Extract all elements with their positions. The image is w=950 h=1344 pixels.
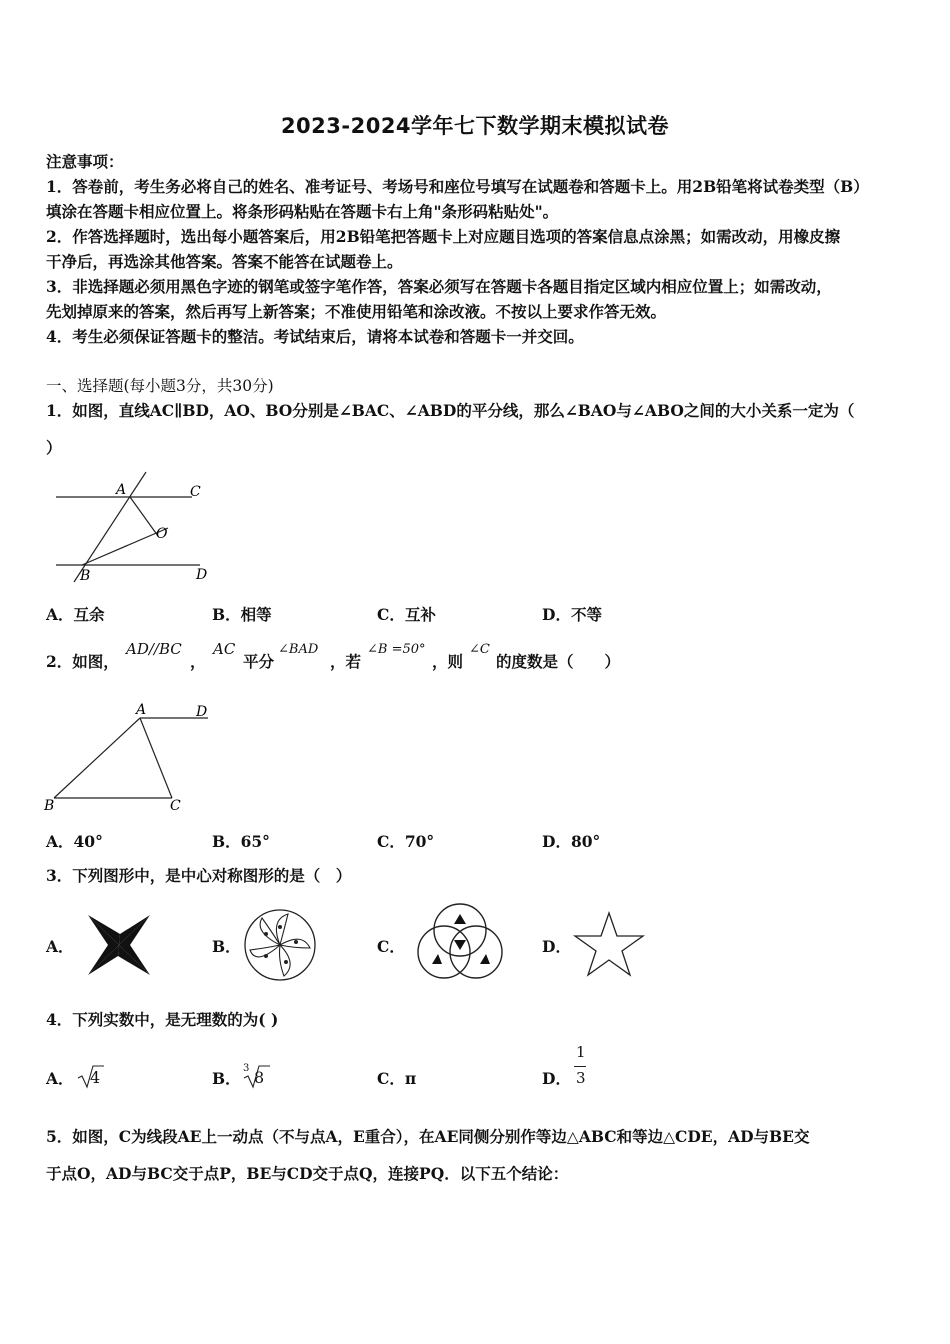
q1-label-c: C	[190, 484, 201, 500]
q4-stem: 4．下列实数中，是无理数的为( )	[46, 1010, 279, 1029]
q2-math-ad-bc: AD//BC	[126, 640, 182, 658]
q2-math-ac: AC	[213, 640, 236, 658]
q4-b-index: 3	[243, 1063, 250, 1074]
q4-d-fraction-bar	[574, 1066, 586, 1067]
notice-heading: 注意事项：	[46, 152, 124, 171]
q2-label-c: C	[170, 798, 181, 814]
notice-line-4: 干净后，再选涂其他答案。答案不能答在试题卷上。	[46, 252, 403, 271]
q1-stem-line-1: 1．如图，直线AC∥BD，AO、BO分别是∠BAC、∠ABD的平分线，那么∠BAO与∠ABO之间的大小关系一定为（	[46, 401, 855, 420]
q4-option-b[interactable]: B．	[212, 1069, 241, 1088]
q1-option-a[interactable]: A．互余	[46, 605, 105, 624]
q1-option-c[interactable]: C．互补	[377, 605, 436, 624]
q2-label-a: A	[136, 702, 147, 718]
q1-label-a: A	[116, 482, 127, 498]
q4-d-numerator: 1	[576, 1043, 586, 1061]
q2-label-b: B	[44, 798, 55, 814]
q4-option-a[interactable]: A．	[46, 1069, 74, 1088]
q4-b-value: 8	[254, 1068, 265, 1087]
section-heading: 一、选择题(每小题3分，共30分)	[46, 377, 274, 395]
q2-option-a[interactable]: A．40°	[46, 832, 103, 851]
q3-option-a[interactable]: A．	[46, 937, 74, 956]
q4-option-c[interactable]: C．π	[377, 1069, 417, 1088]
q3-stem: 3．下列图形中，是中心对称图形的是（ ）	[46, 866, 352, 885]
q2-math-angle-b: ∠B =50°	[367, 642, 426, 657]
q1-label-b: B	[80, 568, 91, 584]
q2-option-d[interactable]: D．80°	[542, 832, 601, 851]
q2-text-if: ，若	[330, 652, 362, 671]
q2-text-bisect: 平分	[243, 652, 275, 671]
q2-math-angle-bad: ∠BAD	[278, 642, 319, 657]
notice-line-5: 3．非选择题必须用黑色字迹的钢笔或签字笔作答，答案必须写在答题卡各题目指定区域内相应位置上；如需改动，	[46, 277, 832, 296]
q3-a-pinwheel-figure	[84, 912, 154, 978]
q2-comma: ，	[190, 652, 206, 671]
q1-label-d: D	[196, 567, 208, 583]
q4-option-d[interactable]: D．	[542, 1069, 571, 1088]
q3-option-b[interactable]: B．	[212, 937, 241, 956]
notice-line-2: 填涂在答题卡相应位置上。将条形码粘贴在答题卡右上角"条形码粘贴处"。	[46, 202, 559, 221]
notice-line-3: 2．作答选择题时，选出每小题答案后，用2B铅笔把答题卡上对应题目选项的答案信息点涂黑；如需改动，用橡皮擦	[46, 227, 841, 246]
notice-line-1: 1．答卷前，考生务必将自己的姓名、准考证号、考场号和座位号填写在试题卷和答题卡上。用2B铅笔将试卷类型（B）	[46, 177, 869, 196]
notice-line-6: 先划掉原来的答案，然后再写上新答案；不准使用铅笔和涂改液。不按以上要求作答无效。	[46, 302, 667, 321]
q1-label-o: O	[156, 526, 168, 542]
q1-figure	[50, 470, 220, 585]
q2-figure	[40, 698, 220, 818]
q3-option-d[interactable]: D．	[542, 937, 571, 956]
q3-c-triquetra-figure	[414, 900, 506, 980]
q3-b-bauhinia-figure	[240, 908, 320, 982]
q2-prefix: 2．如图，	[46, 652, 119, 671]
q2-text-degree: 的度数是（ ）	[496, 652, 621, 671]
notice-line-7: 4．考生必须保证答题卡的整洁。考试结束后，请将本试卷和答题卡一并交回。	[46, 327, 584, 346]
q2-math-angle-c: ∠C	[469, 642, 490, 657]
q3-option-c[interactable]: C．	[377, 937, 405, 956]
page-title: 2023-2024学年七下数学期末模拟试卷	[280, 114, 670, 138]
q2-option-c[interactable]: C．70°	[377, 832, 435, 851]
q1-option-d[interactable]: D．不等	[542, 605, 602, 624]
q2-option-b[interactable]: B．65°	[212, 832, 270, 851]
q2-text-then: ，则	[432, 652, 464, 671]
q5-stem-line-1: 5．如图，C为线段AE上一动点（不与点A，E重合），在AE同侧分别作等边△ABC和等边△CDE，AD与BE交	[46, 1127, 810, 1146]
q1-option-b[interactable]: B．相等	[212, 605, 272, 624]
q2-label-d: D	[196, 704, 208, 720]
q3-d-star-figure	[572, 910, 646, 978]
q5-stem-line-2: 于点O，AD与BC交于点P，BE与CD交于点Q，连接PQ．以下五个结论：	[46, 1164, 569, 1183]
q4-a-value: 4	[90, 1068, 101, 1087]
q1-stem-line-2: ）	[46, 438, 62, 457]
q4-d-denominator: 3	[576, 1069, 586, 1087]
